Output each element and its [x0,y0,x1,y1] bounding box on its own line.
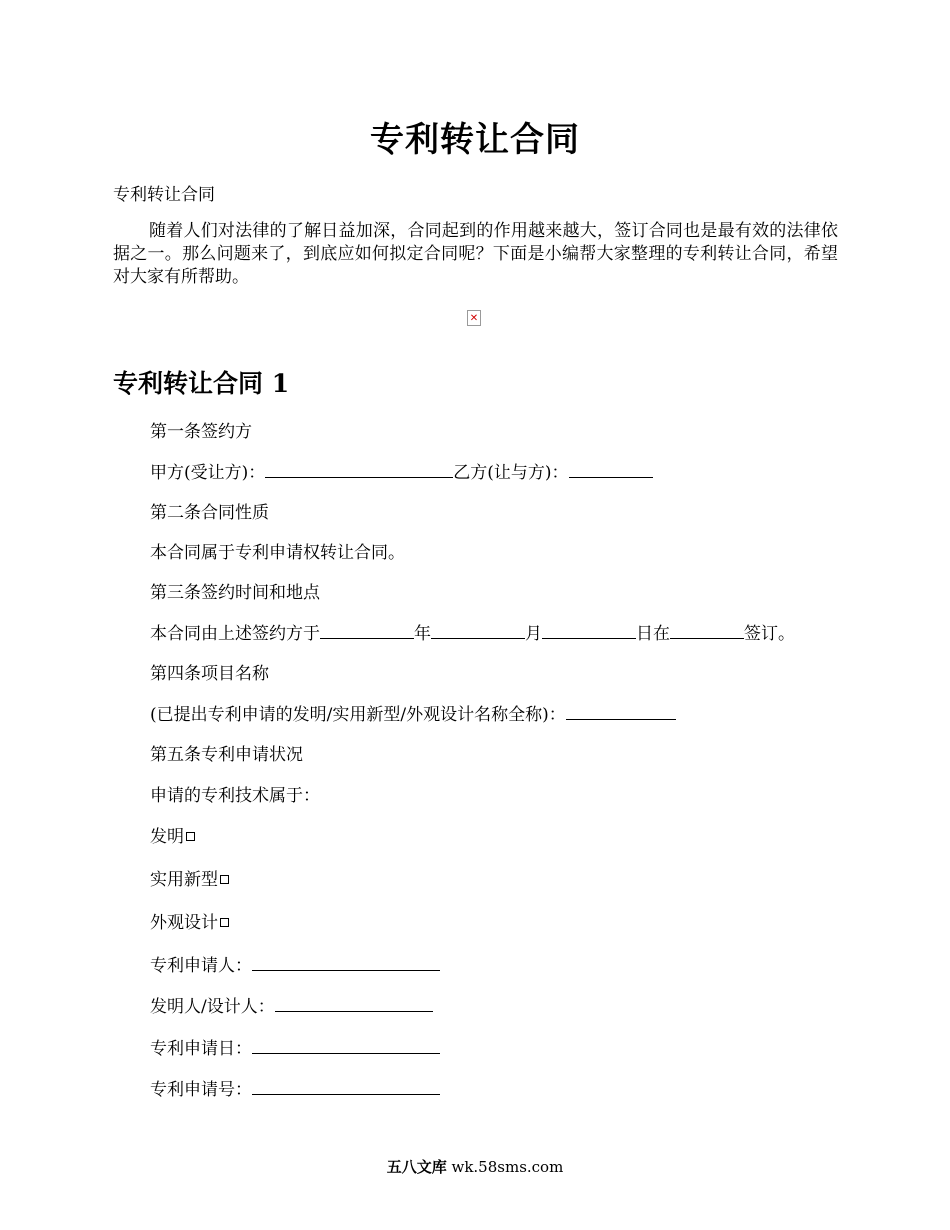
article-5-title: 第五条专利申请状况 [150,745,303,765]
apply-date-label: 专利申请日： [150,1039,252,1059]
option-utility-label: 实用新型 [150,870,218,890]
project-name-line [150,703,676,726]
option-invention [150,826,195,848]
apply-date-blank[interactable] [252,1037,440,1054]
option-design-label: 外观设计 [150,913,218,933]
project-name-blank[interactable] [566,703,676,720]
page-footer [0,1156,950,1177]
article-2-text: 本合同属于专利申请权转让合同。 [150,543,405,563]
place-blank[interactable] [670,622,744,639]
party-a-label: 甲方(受让方)： [150,463,266,483]
article-1-title: 第一条签约方 [150,422,252,442]
article-5-text: 申请的专利技术属于： [150,786,320,806]
year-blank[interactable] [320,622,414,639]
inventor-label: 发明人/设计人： [150,997,275,1017]
month-blank[interactable] [431,622,525,639]
signing-time-line [150,622,795,645]
design-checkbox[interactable] [220,918,229,927]
article-3-title: 第三条签约时间和地点 [150,583,320,603]
invention-checkbox[interactable] [186,832,195,841]
year-label: 年 [414,624,431,644]
option-utility [150,869,229,891]
inventor-blank[interactable] [275,995,433,1012]
month-label: 月 [525,624,542,644]
art4-text: (已提出专利申请的发明/实用新型/外观设计名称全称)： [150,705,566,725]
art3-prefix: 本合同由上述签约方于 [150,624,320,644]
article-4-title: 第四条项目名称 [150,664,269,684]
footer-brand: 五八文库 [386,1158,447,1176]
day-at-label: 日在 [636,624,670,644]
party-b-label: 乙方(让与方)： [453,463,569,483]
article-2-title: 第二条合同性质 [150,503,269,523]
utility-checkbox[interactable] [220,875,229,884]
parties-line [150,461,653,484]
intro-paragraph: 随着人们对法律的了解日益加深，合同起到的作用越来越大，签订合同也是最有效的法律依据之一。那么问题来了，到底应如何拟定合同呢？下面是小编帮大家整理的专利转让合同，希望对大家有所帮助。 [113,221,838,287]
applicant-label: 专利申请人： [150,956,252,976]
document-title: 专利转让合同 [370,120,580,160]
applicant-line [150,954,440,977]
document-subtitle: 专利转让合同 [113,185,215,205]
inventor-line [150,995,433,1018]
day-blank[interactable] [542,622,636,639]
broken-image-icon: ✕ [467,310,481,326]
party-a-blank[interactable] [265,461,453,478]
apply-number-line [150,1078,440,1101]
sign-label: 签订。 [744,624,795,644]
applicant-blank[interactable] [252,954,440,971]
option-invention-label: 发明 [150,827,184,847]
apply-number-label: 专利申请号： [150,1080,252,1100]
section-heading: 专利转让合同 1 [113,369,290,398]
footer-url[interactable]: wk.58sms.com [451,1158,564,1176]
option-design [150,912,229,934]
party-b-blank[interactable] [569,461,653,478]
apply-number-blank[interactable] [252,1078,440,1095]
apply-date-line [150,1037,440,1060]
